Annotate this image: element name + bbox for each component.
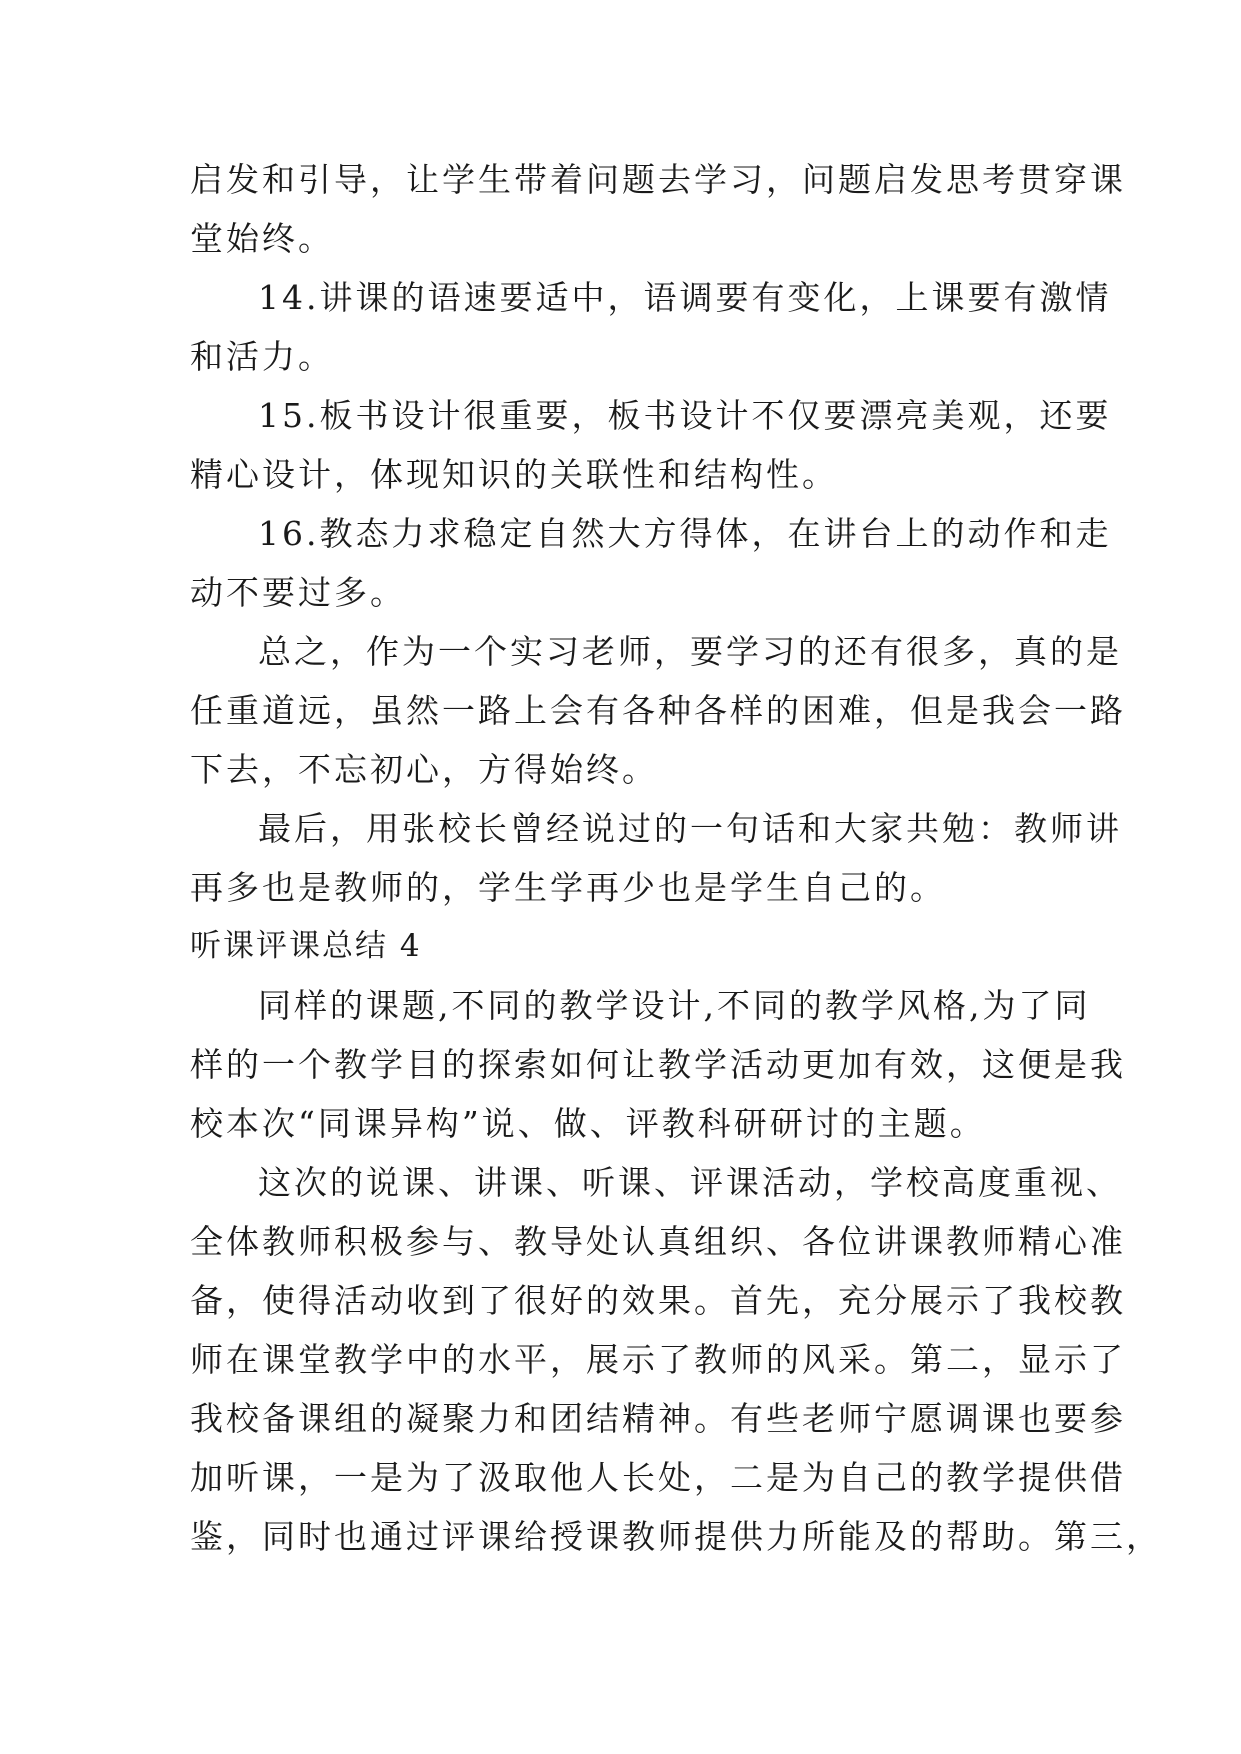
text-line: 15.板书设计很重要，板书设计不仅要漂亮美观，还要 [258,396,1112,435]
text-line: 16.教态力求稳定自然大方得体，在讲台上的动作和走 [258,514,1112,553]
text-line: 精心设计，体现知识的关联性和结构性。 [190,455,838,494]
section-heading: 听课评课总结 4 [190,928,422,964]
text-line: 样的一个教学目的探索如何让教学活动更加有效，这便是我 [190,1045,1126,1084]
text-line: 任重道远，虽然一路上会有各种各样的困难，但是我会一路 [190,691,1126,730]
text-line: 启发和引导，让学生带着问题去学习，问题启发思考贯穿课 [190,160,1126,199]
text-line: 备，使得活动收到了很好的效果。首先，充分展示了我校教 [190,1281,1126,1320]
text-line: 再多也是教师的，学生学再少也是学生自己的。 [190,868,946,907]
text-line: 全体教师积极参与、教导处认真组织、各位讲课教师精心准 [190,1222,1126,1261]
text-line: 和活力。 [190,337,334,376]
text-line: 动不要过多。 [190,573,406,612]
text-line: 鉴，同时也通过评课给授课教师提供力所能及的帮助。第三， [190,1517,1162,1556]
text-line: 师在课堂教学中的水平，展示了教师的风采。第二，显示了 [190,1340,1126,1379]
text-line: 14.讲课的语速要适中，语调要有变化，上课要有激情 [258,278,1112,317]
text-line: 总之，作为一个实习老师，要学习的还有很多，真的是 [258,632,1122,671]
text-line: 这次的说课、讲课、听课、评课活动，学校高度重视、 [258,1163,1122,1202]
text-line: 同样的课题,不同的教学设计,不同的教学风格,为了同 [258,986,1091,1025]
text-line: 加听课，一是为了汲取他人长处，二是为自己的教学提供借 [190,1458,1126,1497]
document-page [190,150,1162,1566]
text-line: 我校备课组的凝聚力和团结精神。有些老师宁愿调课也要参 [190,1399,1126,1438]
text-line: 最后，用张校长曾经说过的一句话和大家共勉：教师讲 [258,809,1122,848]
text-line: 校本次“同课异构”说、做、评教科研研讨的主题。 [190,1104,986,1143]
text-line: 堂始终。 [190,219,334,258]
text-line: 下去，不忘初心，方得始终。 [190,750,658,789]
